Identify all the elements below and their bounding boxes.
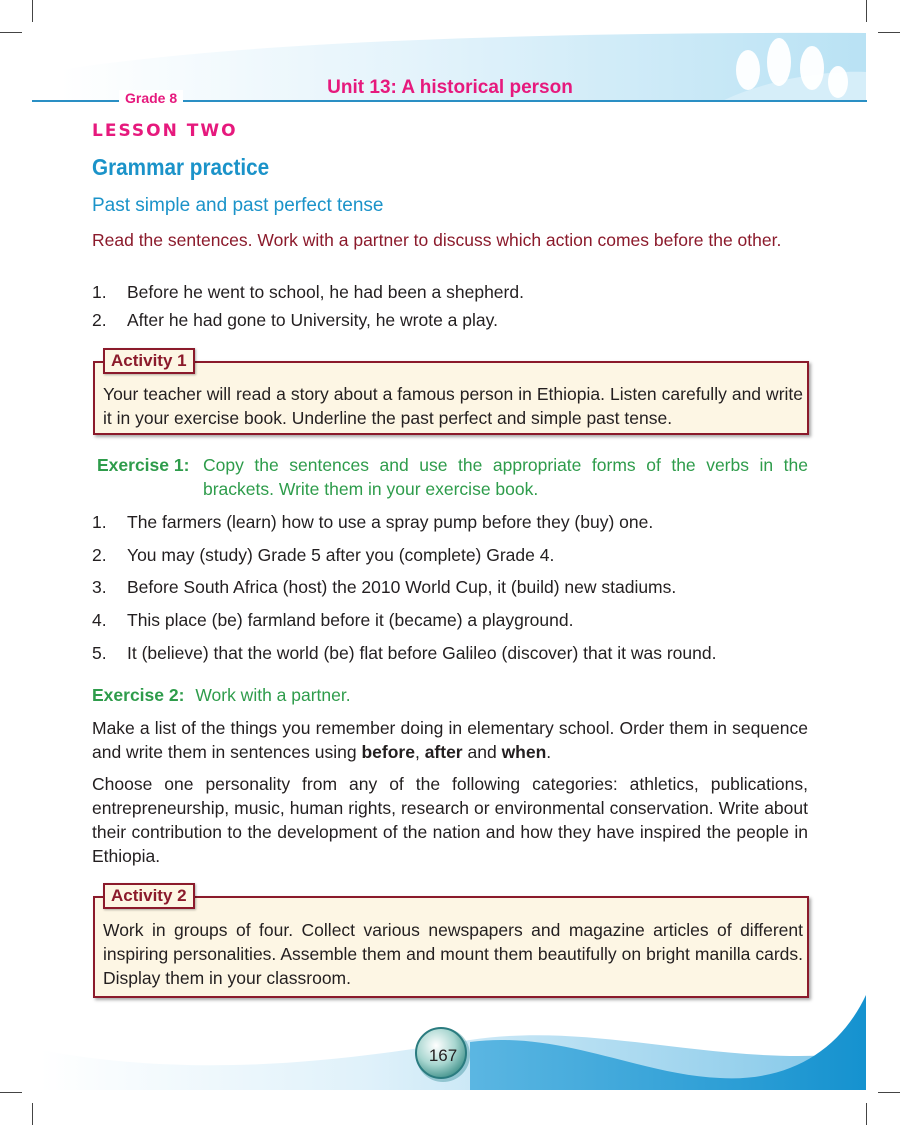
exercise-2-instruction: Work with a partner. xyxy=(195,685,351,705)
header-wave-decoration xyxy=(0,0,900,130)
activity-1-label: Activity 1 xyxy=(103,348,195,374)
activity-1-text: Your teacher will read a story about a famous person in Ethiopia. Listen carefully and write it in your exercise book. Underline the past perfect and simple past tense. xyxy=(103,384,803,428)
exercise-1-label: Exercise 1: xyxy=(97,455,190,475)
item-text: The farmers (learn) how to use a spray pump before they (buy) one. xyxy=(127,512,654,532)
paragraph-text: Make a list of the things you remember doing in elementary school. Order them in sequence and write them in sentences using xyxy=(92,718,808,762)
keyword-when: when xyxy=(501,742,547,762)
item-text: This place (be) farmland before it (became) a playground. xyxy=(127,610,574,630)
exercise-2-paragraph-2: Choose one personality from any of the following categories: athletics, publications, entrepreneurship, music, human rights, research or environmental conservation. Write about their contribution to the development of the nation and how they have inspired the people in Ethiopia. xyxy=(92,774,808,866)
item-number: 2. xyxy=(92,545,107,565)
item-number: 5. xyxy=(92,643,107,663)
page-number: 167 xyxy=(428,1046,458,1065)
paragraph-text: and xyxy=(462,742,502,762)
paragraph-text: . xyxy=(546,742,552,762)
intro-instruction: Read the sentences. Work with a partner to discuss which action comes before the other. xyxy=(92,230,782,250)
unit-title: Unit 13: A historical person xyxy=(327,77,573,98)
item-text: It (believe) that the world (be) flat before Galileo (discover) that it was round. xyxy=(127,643,717,663)
item-text: Before he went to school, he had been a shepherd. xyxy=(127,282,524,302)
activity-2-text: Work in groups of four. Collect various newspapers and magazine articles of different inspiring personalities. Assemble them and mount them beautifully on bright manilla cards. Display them in your classroom. xyxy=(103,920,803,988)
lesson-title: LESSON TWO xyxy=(92,121,238,141)
exercise-2-header xyxy=(92,683,808,707)
activity-1-box xyxy=(93,351,809,435)
paragraph-text: , xyxy=(414,742,425,762)
item-number: 1. xyxy=(92,512,107,532)
item-text: Before South Africa (host) the 2010 World Cup, it (build) new stadiums. xyxy=(127,577,677,597)
item-number: 4. xyxy=(92,610,107,630)
grade-label: Grade 8 xyxy=(119,90,183,106)
item-text: You may (study) Grade 5 after you (complete) Grade 4. xyxy=(127,545,555,565)
item-number: 1. xyxy=(92,282,107,302)
keyword-after: after xyxy=(424,742,463,762)
activity-2-label: Activity 2 xyxy=(103,883,195,909)
exercise-2-paragraph-1 xyxy=(92,716,808,764)
subsection-title: Past simple and past perfect tense xyxy=(92,195,384,216)
item-number: 3. xyxy=(92,577,107,597)
item-text: After he had gone to University, he wrote a play. xyxy=(127,310,498,330)
item-number: 2. xyxy=(92,310,107,330)
exercise-1-instruction: Copy the sentences and use the appropriate forms of the verbs in the brackets. Write them in your exercise book. xyxy=(203,455,808,499)
exercise-2-label: Exercise 2: xyxy=(92,685,185,705)
keyword-before: before xyxy=(361,742,415,762)
activity-2-box xyxy=(93,886,809,998)
section-title: Grammar practice xyxy=(92,154,270,180)
